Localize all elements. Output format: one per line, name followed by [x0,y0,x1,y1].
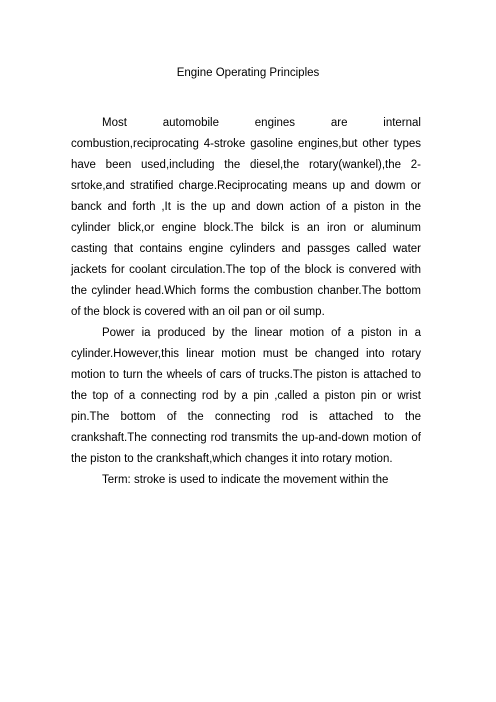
document-body [71,113,421,491]
paragraph: Power ia produced by the linear motion of a piston in a cylinder.However,this linear motion must be changed into rotary motion to turn the wheels of cars of trucks.The piston is attached to the top of a connecting rod by a pin ,called a piston pin or wrist pin.The bottom of the connecting rod is attached to the crankshaft.The connecting rod transmits the up-and-down motion of the piston to the crankshaft,which changes it into rotary motion. [71,327,421,465]
paragraph: Most automobile engines are internal combustion,reciprocating 4-stroke gasoline engines,but other types have been used,including the diesel,the rotary(wankel),the 2-srtoke,and stratified charge.Reciprocating means up and dowm or banck and forth ,It is the up and down action of a piston in the cylinder blick,or engine block.The bilck is an iron or aluminum casting that contains engine cylinders and passges called water jackets for coolant circulation.The top of the block is convered with the cylinder head.Which forms the combustion chanber.The bottom of the block is covered with an oil pan or oil sump. [71,117,421,318]
document-title: Engine Operating Principles [176,67,320,79]
paragraph: Term: stroke is used to indicate the movement within the [102,474,389,486]
